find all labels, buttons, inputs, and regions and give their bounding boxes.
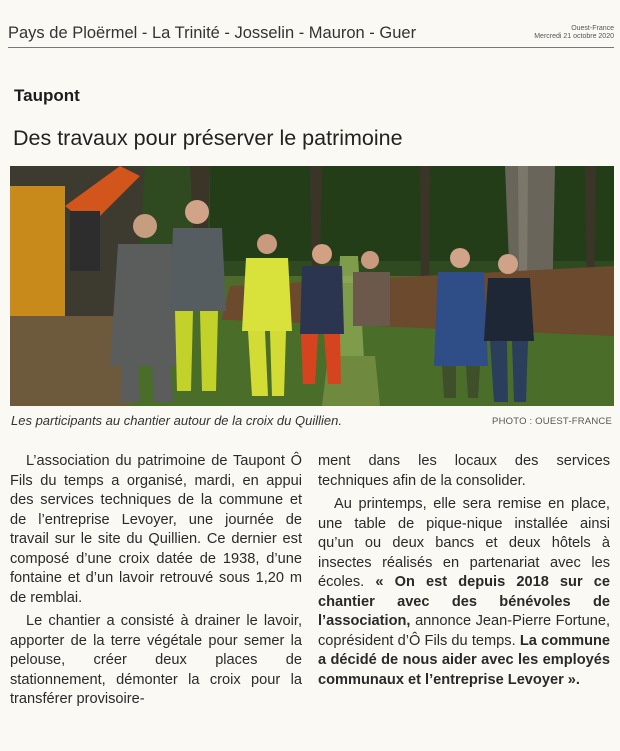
paragraph-3-quote-end: La commune a décidé de nous aider avec les employés communaux et l’entreprise Levoyer ». <box>318 632 611 688</box>
section-label: Taupont <box>14 86 80 105</box>
article-photo <box>10 166 614 406</box>
region-title: Pays de Ploërmel - La Trinité - Josselin - Mauron - Guer <box>8 24 417 42</box>
paragraph-2-part-2: ment dans les locaux des services techniques afin de la consolider. <box>318 453 610 489</box>
publication-info <box>534 25 614 41</box>
publication-name: Ouest-France <box>571 25 614 32</box>
paragraph-3 <box>318 495 610 690</box>
article-column-left <box>10 452 302 710</box>
publication-date: Mercredi 21 octobre 2020 <box>534 33 614 40</box>
header-rule <box>8 47 614 48</box>
article-headline: Des travaux pour préserver le patrimoine <box>13 126 403 150</box>
photo-credit: PHOTO : OUEST-FRANCE <box>492 416 612 427</box>
article-column-right <box>318 452 610 690</box>
page-header <box>8 18 614 48</box>
paragraph-2-part-1: Le chantier a consisté à drainer le lavoir, apporter de la terre végétale pour semer la pelouse, créer deux places de stationnement, démonter la croix pour la transférer provisoire- <box>10 613 302 707</box>
paragraph-3-quote: « On est depuis 2018 sur ce chantier avec des bénévoles de l’association, <box>318 574 610 629</box>
paragraph-3-attribution: annonce Jean-Pierre Fortune, coprésident d’Ô Fils du temps. <box>318 613 611 649</box>
paragraph-1: L’association du patrimoine de Taupont Ô Fils du temps a organisé, mardi, en appui des services techniques de la commune et de l’entreprise Levoyer, une journée de travail sur le site du Quillien. Ce dernier est composé d’une croix datée de 1938, d’une fontaine et d’un lavoir retrouvé sous 1,20 m de remblai. <box>10 453 302 606</box>
paragraph-3-intro: Au printemps, elle sera remise en place, une table de pique-nique installée ainsi qu’un ou deux bancs et deux hôtels à insectes réalisés en partenariat avec les écoles. <box>318 496 610 590</box>
photo-caption: Les participants au chantier autour de la croix du Quillien. <box>11 413 342 428</box>
